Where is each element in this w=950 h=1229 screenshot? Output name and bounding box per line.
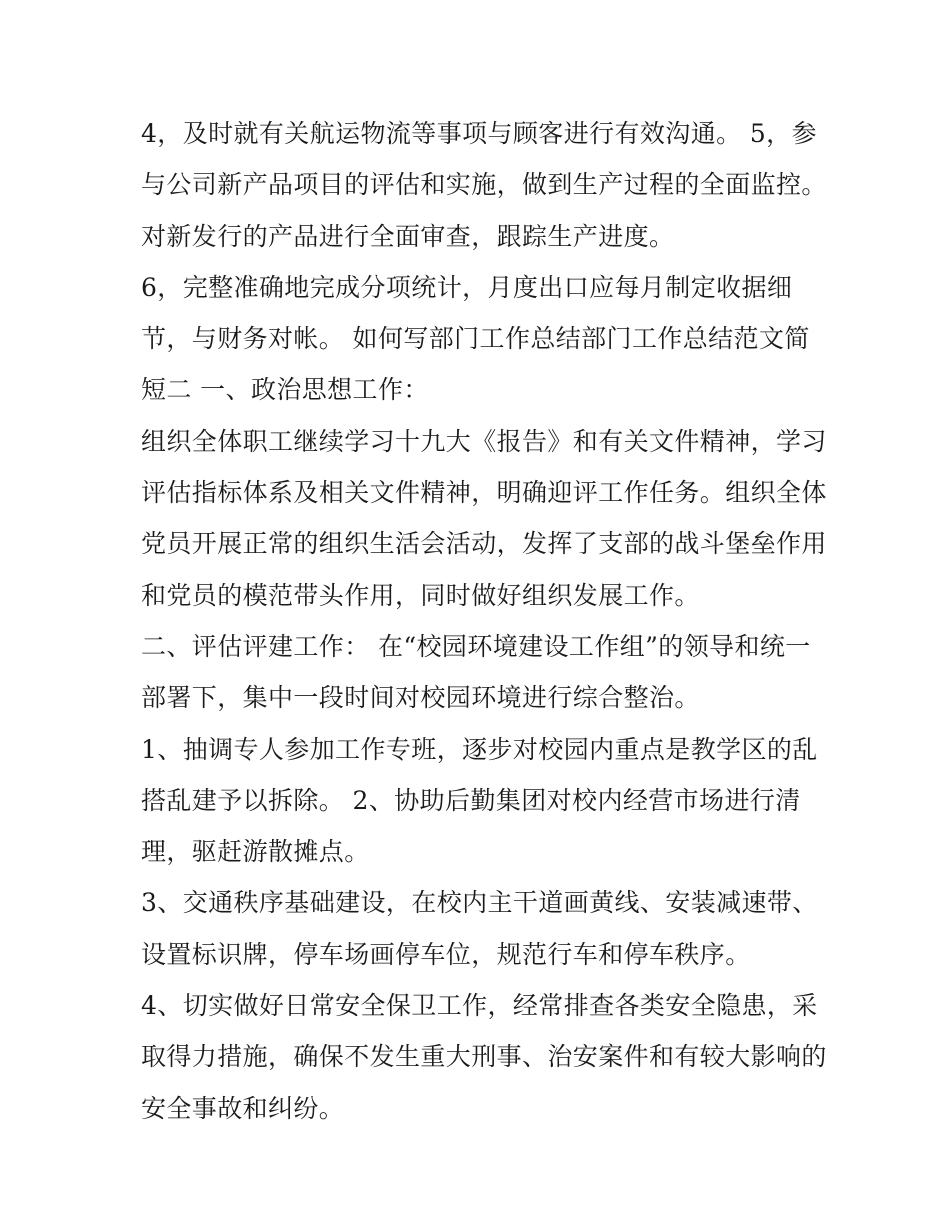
text-line: 与公司新产品项目的评估和实施，做到生产过程的全面监控。 xyxy=(141,170,827,200)
text-line: 搭乱建予以拆除。 2、协助后勤集团对校内经营市场进行清 xyxy=(141,785,801,815)
text-line: 二、评估评建工作： 在“校园环境建设工作组”的领导和统一 xyxy=(141,631,811,661)
text-line: 设置标识牌，停车场画停车位，规范行车和停车秩序。 xyxy=(141,939,751,969)
text-line: 短二 一、政治思想工作： xyxy=(141,375,429,405)
text-line: 评估指标体系及相关文件精神，明确迎评工作任务。组织全体 xyxy=(141,478,827,508)
text-line: 6，完整准确地完成分项统计，月度出口应每月制定收据细 xyxy=(141,272,793,302)
text-line: 4，及时就有关航运物流等事项与顾客进行有效沟通。 5，参 xyxy=(141,119,817,148)
text-line: 理，驱赶游散摊点。 xyxy=(141,837,370,867)
text-line: 组织全体职工继续学习十九大《报告》和有关文件精神，学习 xyxy=(141,426,827,456)
text-line: 部署下，集中一段时间对校园环境进行综合整治。 xyxy=(141,683,700,713)
text-line: 取得力措施，确保不发生重大刑事、治安案件和有较大影响的 xyxy=(141,1042,827,1072)
text-line: 3、交通秩序基础建设，在校内主干道画黄线、安装减速带、 xyxy=(141,888,818,918)
document-body xyxy=(141,108,827,1134)
text-line: 对新发行的产品进行全面审查，跟踪生产进度。 xyxy=(141,221,675,251)
text-line: 和党员的模范带头作用，同时做好组织发展工作。 xyxy=(141,580,700,610)
text-line: 1、抽调专人参加工作专班，逐步对校园内重点是教学区的乱 xyxy=(141,734,818,764)
text-line: 4、切实做好日常安全保卫工作，经常排查各类安全隐患，采 xyxy=(141,991,818,1021)
text-line: 党员开展正常的组织生活会活动，发挥了支部的战斗堡垒作用 xyxy=(141,529,827,559)
text-line: 节，与财务对帐。 如何写部门工作总结部门工作总结范文简 xyxy=(141,324,810,354)
text-line: 安全事故和纠纷。 xyxy=(141,1093,345,1123)
